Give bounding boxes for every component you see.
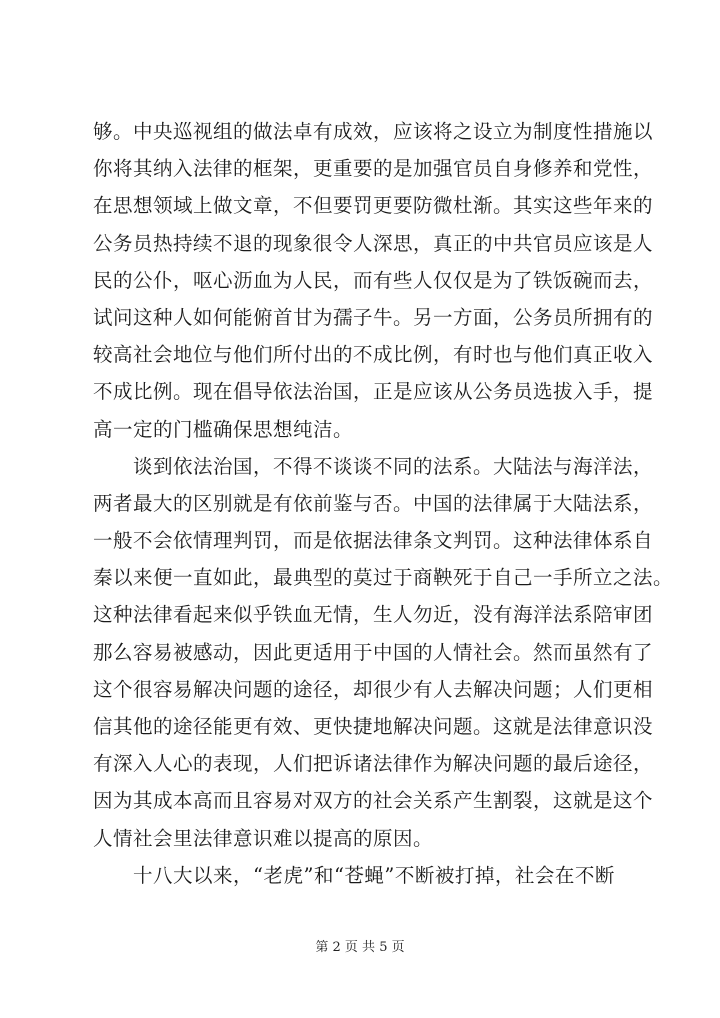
text-line: 两者最大的区别就是有依前鉴与否。中国的法律属于大陆法系，: [93, 491, 654, 515]
text-line: 这个很容易解决问题的途径，却很少有人去解决问题；人们更相: [93, 677, 654, 701]
text-line: 较高社会地位与他们所付出的不成比例，有时也与他们真正收入: [93, 343, 654, 367]
text-line: 秦以来便一直如此，最典型的莫过于商鞅死于自己一手所立之法。: [93, 566, 674, 590]
text-line: 不成比例。现在倡导依法治国，正是应该从公务员选拔入手，提: [93, 380, 654, 404]
text-line: 够。中央巡视组的做法卓有成效，应该将之设立为制度性措施以: [93, 120, 654, 143]
page-number-footer: 第 2 页 共 5 页: [315, 940, 405, 955]
text-line: 一般不会依情理判罚，而是依据法律条文判罚。这种法律体系自: [93, 529, 654, 553]
text-line: 有深入人心的表现，人们把诉诸法律作为解决问题的最后途径，: [93, 752, 654, 776]
document-body: [93, 113, 674, 894]
text-line: 在思想领域上做文章，不但要罚更要防微杜渐。其实这些年来的: [93, 194, 654, 218]
text-line: 试问这种人如何能俯首甘为孺子牛。另一方面，公务员所拥有的: [93, 305, 654, 329]
text-line: 因为其成本高而且容易对双方的社会关系产生割裂，这就是这个: [93, 789, 654, 813]
text-line: 公务员热持续不退的现象很令人深思，真正的中共官员应该是人: [93, 231, 654, 255]
text-line: 人情社会里法律意识难以提高的原因。: [93, 826, 434, 850]
text-line: 你将其纳入法律的框架，更重要的是加强官员自身修养和党性，: [93, 157, 654, 181]
paragraph-start-line: 谈到依法治国，不得不谈谈不同的法系。大陆法与海洋法，: [133, 454, 654, 478]
text-line: 信其他的途径能更有效、更快捷地解决问题。这就是法律意识没: [93, 715, 654, 738]
paragraph-start-line: 十八大以来，“老虎”和“苍蝇”不断被打掉，社会在不断: [133, 863, 615, 887]
text-line: 民的公仆，呕心沥血为人民，而有些人仅仅是为了铁饭碗而去，: [93, 268, 654, 292]
text-line: 这种法律看起来似乎铁血无情，生人勿近，没有海洋法系陪审团: [93, 603, 654, 627]
text-line: 高一定的门槛确保思想纯洁。: [93, 417, 354, 441]
text-line: 那么容易被感动，因此更适用于中国的人情社会。然而虽然有了: [93, 640, 654, 664]
